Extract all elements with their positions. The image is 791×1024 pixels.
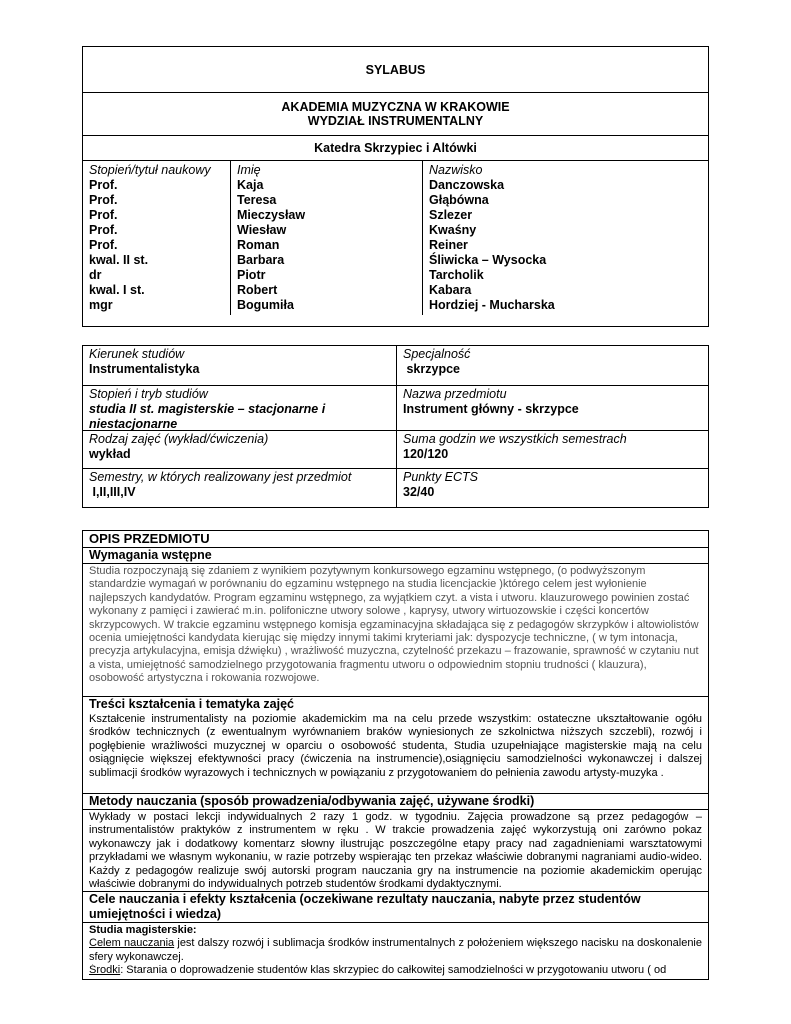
wymagania-title: Wymagania wstępne	[83, 548, 708, 564]
field-suma-godzin: Suma godzin we wszystkich semestrach 120/120	[397, 431, 708, 469]
course-description-box	[82, 530, 709, 980]
srodki-prefix: Środki	[89, 964, 121, 977]
tresci-title: Treści kształcenia i tematyka zajęć	[89, 697, 294, 711]
field-stopien: Stopień i tryb studiów studia II st. magisterskie – stacjonarne i niestacjonarne	[83, 386, 397, 431]
field-ects: Punkty ECTS 32/40	[403, 470, 479, 499]
sylabus-title: SYLABUS	[83, 47, 708, 93]
field-specjalnosc: Specjalność skrzypce	[397, 346, 708, 386]
header-box	[82, 46, 709, 327]
cele-body	[83, 923, 708, 980]
course-info-grid	[83, 346, 708, 507]
department-name: Katedra Skrzypiec i Altówki	[83, 136, 708, 161]
srodki-text: : Starania o doprowadzenie studentów klas skrzypiec do całkowitej samodzielności w przygotowaniu utworu ( od	[120, 964, 667, 977]
cel-text: jest dalszy rozwój i sublimacja środków instrumentalnych z położeniem większego nacisku na doskonalenie sfery wykonawczej.	[89, 937, 702, 963]
staff-last-name-column: Nazwisko Danczowska Głąbówna Szlezer Kwaśny Reiner Śliwicka – Wysocka Tarcholik Kabara Hordziej - Mucharska	[422, 161, 708, 315]
staff-table	[83, 161, 708, 315]
field-rodzaj: Rodzaj zajęć (wykład/ćwiczenia) wykład	[83, 431, 397, 469]
academy-block	[83, 93, 708, 136]
staff-first-name-column: Imię Kaja Teresa Mieczysław Wiesław Roman Barbara Piotr Robert Bogumiła	[230, 161, 422, 315]
tresci-text: Kształcenie instrumentalisty na poziomie akademickim ma na celu przede wszystkim: ostateczne ukształtowanie ogółu środków technicznych (z ewentualnym wyrównaniem braków wyniesionych ze szkolnictwa niższych szczebli), rozwój i pogłębienie wrażliwości muzycznej w oparciu o osobowość studenta, Studia uzupełniające magisterskie mają na celu osiągnięcie większej efektywności pracy (ćwiczenia na instrumencie),osiągnięciu samodzielności wykonawczej i dalszej sublimacji środków wyrazowych i technicznych w powiązaniu z przygotowaniem do pełnienia zawodu artysty-muzyka .	[83, 712, 708, 794]
srodki-paragraph	[89, 964, 702, 977]
metody-title: Metody nauczania (sposób prowadzenia/odbywania zajęć, używane środki)	[83, 794, 708, 810]
course-info-box	[82, 345, 709, 508]
opis-title: OPIS PRZEDMIOTU	[83, 531, 708, 548]
cel-paragraph	[89, 937, 702, 964]
faculty-name: WYDZIAŁ INSTRUMENTALNY	[307, 114, 484, 128]
staff-degree-column: Stopień/tytuł naukowy Prof. Prof. Prof. Prof. Prof. kwal. II st. dr kwal. I st. mgr	[89, 163, 211, 312]
cele-title: Cele nauczania i efekty kształcenia (oczekiwane rezultaty nauczania, nabyte przez studentów umiejętności i wiedza)	[83, 892, 708, 923]
metody-text: Wykłady w postaci lekcji indywidualnych 2 razy 1 godz. w tygodniu. Zajęcia prowadzone są przez pedagogów – instrumentalistów praktyków z instrumentem w ręku . W trakcie prowadzenia zajęć wykorzystują oni zarówno pokaz wykonawczy jak i dodatkowy komentarz słowny ilustrując poszczególne etapy pracy nad zagadnieniami warsztatowymi przykładami we własnym wykonaniu, w razie potrzeby wspierając ten przekaz właściwie dobranymi nagraniami audio-wideo. Każdy z pedagogów realizuje swój autorski program nauczania gry na instrumencie na poziomie akademickim operując właściwie dobranymi do indywidualnych potrzeb studentów środkami dydaktycznymi.	[83, 810, 708, 892]
wymagania-text: Studia rozpoczynają się zdaniem z wynikiem pozytywnym konkursowego egzaminu wstępnego, (o podwyższonym standardzie wymagań w porównaniu do egzaminu wstępnego na studia licencjackie )którego celem jest wyłonienie najlepszych kandydatów. Program egzaminu wstępnego, za wyjątkiem czyt. a vista i utworu. klauzurowego powinien zostać wykonany z pamięci i zawierać m.in. polifoniczne utwory solowe , kaprysy, utwory wirtuozowskie i części koncertów skrzypcowych. W trakcie egzaminu wstępnego komisja egzaminacyjna składająca się z pedagogów skrzypków i altowiolistów ocenia umiejętności kandydata kierując się między innymi takimi kryteriami jak: dyspozycje techniczne, ( w tym intonacja, precyzja artykulacyjna, emisja dźwięku) , wrażliwość muzyczna, czytelność przekazu – frazowanie, sprawność w czytaniu nut a vista, umiejętność samodzielnego przygotowania fragmentu utworu o odpowiednim stopniu trudności ( klauzura), osobowość artystyczna i rokowania rozwojowe.	[83, 564, 708, 697]
cel-prefix: Celem nauczania	[89, 937, 175, 950]
studia-label: Studia magisterskie:	[89, 924, 197, 936]
field-kierunek: Kierunek studiów Instrumentalistyka	[83, 346, 397, 386]
field-semestry: Semestry, w których realizowany jest przedmiot I,II,III,IV	[83, 469, 397, 507]
field-nazwa: Nazwa przedmiotu Instrument główny - skrzypce	[397, 386, 708, 431]
academy-name: AKADEMIA MUZYCZNA W KRAKOWIE	[281, 100, 510, 114]
